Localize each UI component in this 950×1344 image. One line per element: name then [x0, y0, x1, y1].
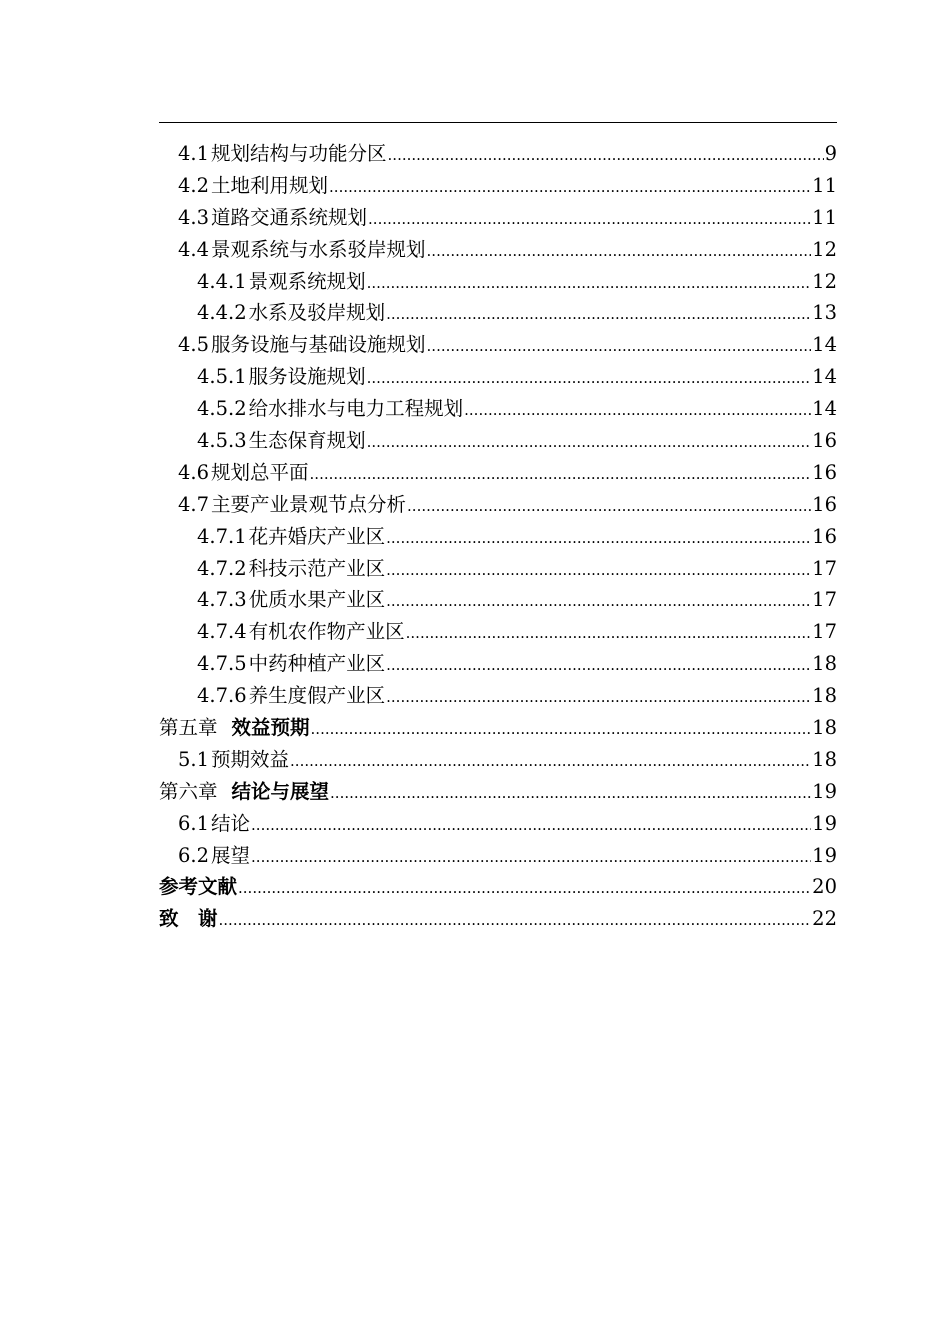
toc-entry[interactable]	[159, 234, 837, 266]
toc-dot-leader	[238, 871, 811, 905]
toc-entry-number: 4.5.2	[197, 397, 247, 421]
toc-dot-leader	[251, 808, 811, 842]
toc-chapter-label: 第五章	[159, 716, 218, 740]
toc-entry-title: 养生度假产业区	[248, 684, 386, 708]
toc-entry-number: 4.5	[178, 333, 210, 357]
toc-entry[interactable]	[159, 584, 837, 616]
toc-page-number: 14	[812, 365, 837, 389]
toc-dot-leader	[388, 138, 824, 172]
toc-dot-leader	[406, 616, 812, 650]
toc-entry[interactable]	[159, 680, 837, 712]
toc-entry-number: 4.7.5	[197, 652, 247, 676]
toc-entry[interactable]	[159, 202, 837, 234]
toc-page-number: 22	[812, 907, 837, 931]
toc-dot-leader	[367, 425, 812, 459]
toc-entry-number: 4.4	[178, 237, 210, 261]
toc-entry-title: 服务设施与基础设施规划	[211, 333, 426, 357]
toc-entry-number: 4.7.1	[197, 524, 247, 548]
toc-entry-number: 4.3	[178, 205, 210, 229]
toc-entry[interactable]	[159, 425, 837, 457]
toc-entry-title: 土地利用规划	[211, 173, 329, 197]
toc-dot-leader	[367, 266, 812, 300]
toc-entry[interactable]	[159, 361, 837, 393]
toc-entry-number: 4.5.3	[197, 429, 247, 453]
toc-entry[interactable]	[159, 297, 837, 329]
toc-entry[interactable]	[159, 521, 837, 553]
toc-entry-title: 规划结构与功能分区	[211, 142, 387, 165]
toc-entry-number: 4.4.1	[197, 269, 247, 293]
toc-entry[interactable]	[159, 903, 837, 935]
toc-page-number: 16	[812, 460, 837, 484]
toc-entry[interactable]	[159, 553, 837, 585]
toc-entry[interactable]	[159, 776, 837, 808]
toc-dot-leader	[251, 840, 811, 874]
toc-dot-leader	[386, 648, 811, 682]
toc-entry-title: 预期效益	[211, 747, 290, 771]
toc-entry-title: 水系及驳岸规划	[248, 301, 386, 325]
toc-entry-title: 优质水果产业区	[248, 588, 386, 612]
toc-page-number: 13	[812, 301, 837, 325]
toc-entry[interactable]	[159, 840, 837, 872]
toc-entry[interactable]	[159, 744, 837, 776]
toc-dot-leader	[386, 553, 811, 587]
toc-entry[interactable]	[159, 170, 837, 202]
toc-dot-leader	[386, 297, 811, 331]
toc-page-number: 20	[812, 875, 837, 899]
toc-entry[interactable]	[159, 871, 837, 903]
toc-page-number: 17	[812, 588, 837, 612]
toc-page-number: 16	[812, 524, 837, 548]
toc-entry-number: 4.6	[178, 460, 210, 484]
toc-page-number: 14	[812, 397, 837, 421]
toc-page-number: 17	[812, 620, 837, 644]
toc-entry-number: 4.1	[178, 142, 210, 165]
toc-entry-number: 4.7.2	[197, 556, 247, 580]
toc-entry-title: 景观系统与水系驳岸规划	[211, 237, 426, 261]
toc-entry[interactable]	[159, 489, 837, 521]
toc-entry-title: 科技示范产业区	[248, 556, 386, 580]
toc-entry-number: 4.7.4	[197, 620, 247, 644]
toc-entry-title: 中药种植产业区	[248, 652, 386, 676]
toc-page-number: 11	[812, 205, 837, 229]
table-of-contents	[159, 138, 837, 935]
toc-chapter-label: 第六章	[159, 779, 218, 803]
toc-dot-leader	[386, 584, 811, 618]
toc-page-number: 16	[812, 492, 837, 516]
toc-entry[interactable]	[159, 648, 837, 680]
toc-entry-title: 服务设施规划	[248, 365, 366, 389]
toc-entry-title: 结论与展望	[231, 779, 330, 803]
toc-page-number: 12	[812, 269, 837, 293]
toc-page-number: 19	[812, 811, 837, 835]
toc-entry[interactable]	[159, 712, 837, 744]
toc-entry-title: 生态保育规划	[248, 429, 366, 453]
toc-dot-leader	[219, 903, 812, 937]
toc-page-number: 18	[812, 716, 837, 740]
toc-page-number: 14	[812, 333, 837, 357]
toc-dot-leader	[407, 489, 811, 523]
toc-dot-leader	[330, 776, 811, 810]
toc-entry[interactable]	[159, 616, 837, 648]
toc-entry[interactable]	[159, 266, 837, 298]
toc-entry-number: 4.7.6	[197, 684, 247, 708]
toc-entry-title: 效益预期	[231, 716, 310, 740]
toc-entry-title: 主要产业景观节点分析	[211, 492, 407, 516]
toc-page-number: 19	[812, 843, 837, 867]
toc-entry-title: 给水排水与电力工程规划	[248, 397, 464, 421]
toc-entry-title: 结论	[211, 811, 251, 835]
toc-dot-leader	[290, 744, 811, 778]
toc-entry[interactable]	[159, 457, 837, 489]
toc-page-number: 9	[824, 142, 837, 165]
toc-entry-number: 6.2	[178, 843, 210, 867]
toc-dot-leader	[367, 361, 812, 395]
toc-page-number: 18	[812, 652, 837, 676]
toc-entry-title: 参考文献	[159, 875, 238, 899]
header-rule	[159, 122, 837, 123]
toc-entry-title: 有机农作物产业区	[248, 620, 405, 644]
toc-page-number: 18	[812, 684, 837, 708]
toc-page-number: 17	[812, 556, 837, 580]
toc-entry-number: 4.7.3	[197, 588, 247, 612]
toc-entry-number: 4.4.2	[197, 301, 247, 325]
toc-entry-number: 4.5.1	[197, 365, 247, 389]
toc-entry-title: 道路交通系统规划	[211, 205, 368, 229]
toc-entry[interactable]	[159, 329, 837, 361]
toc-dot-leader	[386, 521, 811, 555]
toc-page-number: 12	[812, 237, 837, 261]
toc-entry[interactable]	[159, 138, 837, 170]
toc-entry-number: 6.1	[178, 811, 210, 835]
toc-entry-number: 4.7	[178, 492, 210, 516]
toc-dot-leader	[464, 393, 811, 427]
toc-page-number: 16	[812, 429, 837, 453]
toc-entry-title: 景观系统规划	[248, 269, 366, 293]
toc-dot-leader	[329, 170, 811, 204]
toc-entry-number: 4.2	[178, 173, 210, 197]
toc-page-number: 11	[812, 173, 837, 197]
toc-entry-title: 花卉婚庆产业区	[248, 524, 386, 548]
toc-page-number: 18	[812, 747, 837, 771]
toc-dot-leader	[427, 234, 812, 268]
toc-entry-title: 规划总平面	[211, 460, 309, 484]
toc-dot-leader	[311, 712, 812, 746]
toc-dot-leader	[386, 680, 811, 714]
toc-entry-number: 5.1	[178, 747, 210, 771]
toc-dot-leader	[368, 202, 811, 236]
toc-entry-title: 致 谢	[159, 907, 218, 931]
toc-dot-leader	[427, 329, 812, 363]
toc-page-number: 19	[812, 779, 837, 803]
toc-entry[interactable]	[159, 393, 837, 425]
toc-dot-leader	[310, 457, 812, 491]
toc-entry-title: 展望	[211, 843, 251, 867]
toc-entry[interactable]	[159, 808, 837, 840]
